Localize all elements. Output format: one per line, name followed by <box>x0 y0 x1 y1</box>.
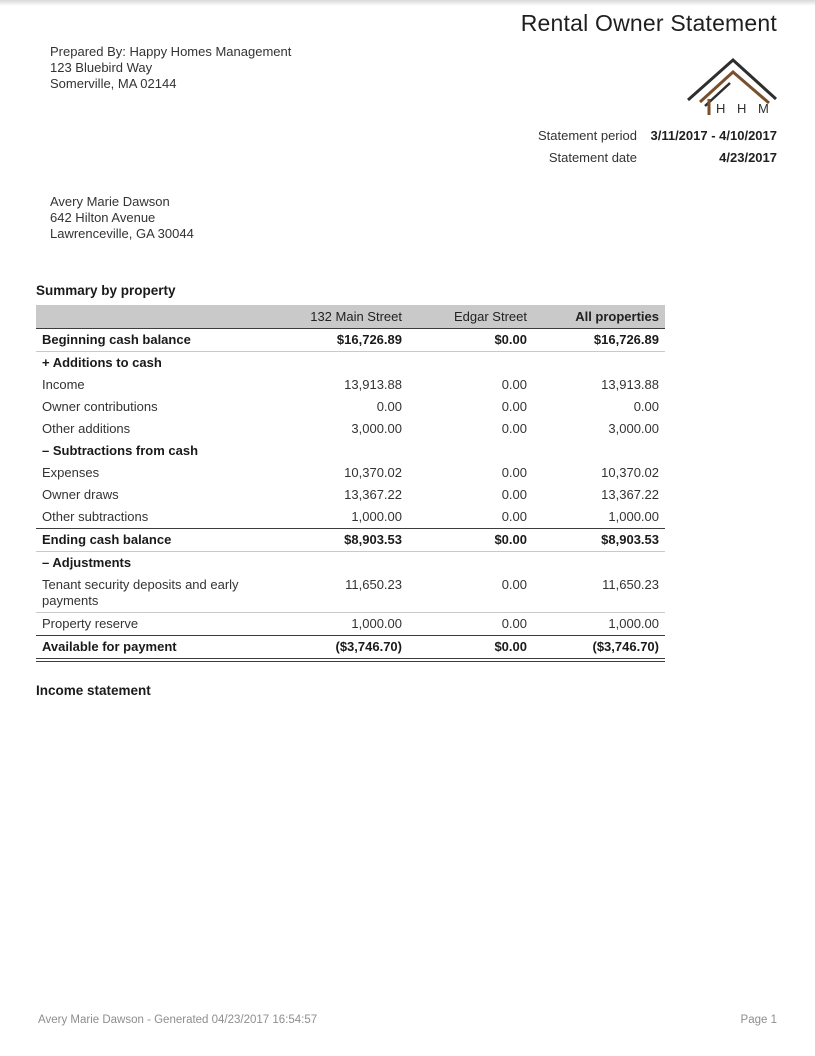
row-value: 1,000.00 <box>351 509 402 524</box>
row-label: + Additions to cash <box>42 355 162 370</box>
column-header-all-properties: All properties <box>533 305 665 329</box>
statement-date-label: Statement date <box>548 150 637 165</box>
statement-meta <box>538 128 777 172</box>
row-value <box>281 352 408 375</box>
row-value: 1,000.00 <box>608 509 659 524</box>
table-row <box>36 418 665 440</box>
statement-date-row <box>538 150 777 172</box>
recipient-line: Avery Marie Dawson <box>50 194 170 209</box>
row-value: $0.00 <box>408 529 533 552</box>
row-value: 0.00 <box>501 509 527 524</box>
row-value: 11,650.23 <box>533 574 665 613</box>
preparer-line: Somerville, MA 02144 <box>50 76 177 91</box>
row-value: $16,726.89 <box>533 329 665 352</box>
row-value: ($3,746.70) <box>533 636 665 661</box>
row-value: 10,370.02 <box>601 465 659 480</box>
recipient-line: Lawrenceville, GA 30044 <box>50 226 194 241</box>
row-label: Tenant security deposits and early payments <box>36 574 281 613</box>
preparer-line: Prepared By: Happy Homes Management <box>50 44 292 59</box>
row-value: 0.00 <box>501 377 527 392</box>
summary-heading: Summary by property <box>36 283 176 298</box>
row-value: 11,650.23 <box>281 574 408 613</box>
company-logo <box>686 56 778 116</box>
row-value: 13,367.22 <box>344 487 402 502</box>
summary-table <box>36 305 665 662</box>
row-label: Income <box>42 377 85 392</box>
row-value: 0.00 <box>408 574 533 613</box>
row-value <box>408 352 533 375</box>
table-row <box>36 374 665 396</box>
row-label: – Adjustments <box>42 555 132 570</box>
row-value: 13,913.88 <box>601 377 659 392</box>
footer-page-number: Page 1 <box>740 1014 777 1026</box>
row-value: ($3,746.70) <box>281 636 408 661</box>
column-header-blank <box>36 305 281 329</box>
recipient-line: 642 Hilton Avenue <box>50 210 156 225</box>
row-value: $16,726.89 <box>281 329 408 352</box>
table-row <box>36 329 665 352</box>
row-value: 3,000.00 <box>608 421 659 436</box>
preparer-line: 123 Bluebird Way <box>50 60 153 75</box>
column-header-132-main-street: 132 Main Street <box>281 305 408 329</box>
recipient-address-block <box>50 194 194 242</box>
row-value: $8,903.53 <box>533 529 665 552</box>
statement-period-label: Statement period <box>537 128 637 143</box>
column-header-edgar-street: Edgar Street <box>408 305 533 329</box>
statement-period-value: 3/11/2017 - 4/10/2017 <box>650 128 777 143</box>
row-value: 0.00 <box>376 399 402 414</box>
table-row <box>36 574 665 613</box>
row-value: 0.00 <box>501 465 527 480</box>
row-label: Owner draws <box>42 487 119 502</box>
row-value <box>408 552 533 575</box>
row-value: 3,000.00 <box>351 421 402 436</box>
row-value: 0.00 <box>633 399 659 414</box>
row-value: $8,903.53 <box>281 529 408 552</box>
row-value: 0.00 <box>501 616 527 631</box>
row-value: 1,000.00 <box>608 616 659 631</box>
house-roof-icon <box>686 56 778 116</box>
summary-by-property-section <box>36 283 665 662</box>
row-value <box>533 552 665 575</box>
table-row <box>36 462 665 484</box>
page-footer <box>38 1014 777 1026</box>
footer-generated-text: Avery Marie Dawson - Generated 04/23/2017 16:54:57 <box>38 1014 318 1026</box>
row-value: 0.00 <box>501 421 527 436</box>
row-label: Ending cash balance <box>36 529 281 552</box>
row-value <box>408 440 533 462</box>
row-label: – Subtractions from cash <box>42 443 199 458</box>
row-value <box>533 352 665 375</box>
table-row <box>36 484 665 506</box>
row-value: 10,370.02 <box>344 465 402 480</box>
table-row <box>36 352 665 375</box>
logo-letters: H H M <box>716 101 773 116</box>
income-statement-heading: Income statement <box>36 683 151 698</box>
table-row <box>36 529 665 552</box>
row-value <box>281 552 408 575</box>
row-value: 0.00 <box>501 399 527 414</box>
table-row <box>36 613 665 636</box>
row-label: Beginning cash balance <box>36 329 281 352</box>
row-value: 0.00 <box>501 487 527 502</box>
row-label: Available for payment <box>36 636 281 661</box>
statement-period-row <box>538 128 777 150</box>
row-value: 13,913.88 <box>344 377 402 392</box>
row-label: Property reserve <box>42 616 139 631</box>
row-value: $0.00 <box>408 329 533 352</box>
row-label: Owner contributions <box>42 399 158 414</box>
table-row <box>36 552 665 575</box>
row-label: Other additions <box>42 421 131 436</box>
row-label: Expenses <box>42 465 100 480</box>
table-row <box>36 636 665 661</box>
page-title: Rental Owner Statement <box>520 10 777 36</box>
row-label: Other subtractions <box>42 509 149 524</box>
table-row <box>36 506 665 529</box>
row-value <box>281 440 408 462</box>
row-value: $0.00 <box>408 636 533 661</box>
table-header-row <box>36 305 665 329</box>
preparer-address-block <box>50 44 291 92</box>
row-value: 13,367.22 <box>601 487 659 502</box>
table-row <box>36 396 665 418</box>
row-value: 1,000.00 <box>351 616 402 631</box>
row-value <box>533 440 665 462</box>
statement-date-value: 4/23/2017 <box>719 150 777 165</box>
table-row <box>36 440 665 462</box>
